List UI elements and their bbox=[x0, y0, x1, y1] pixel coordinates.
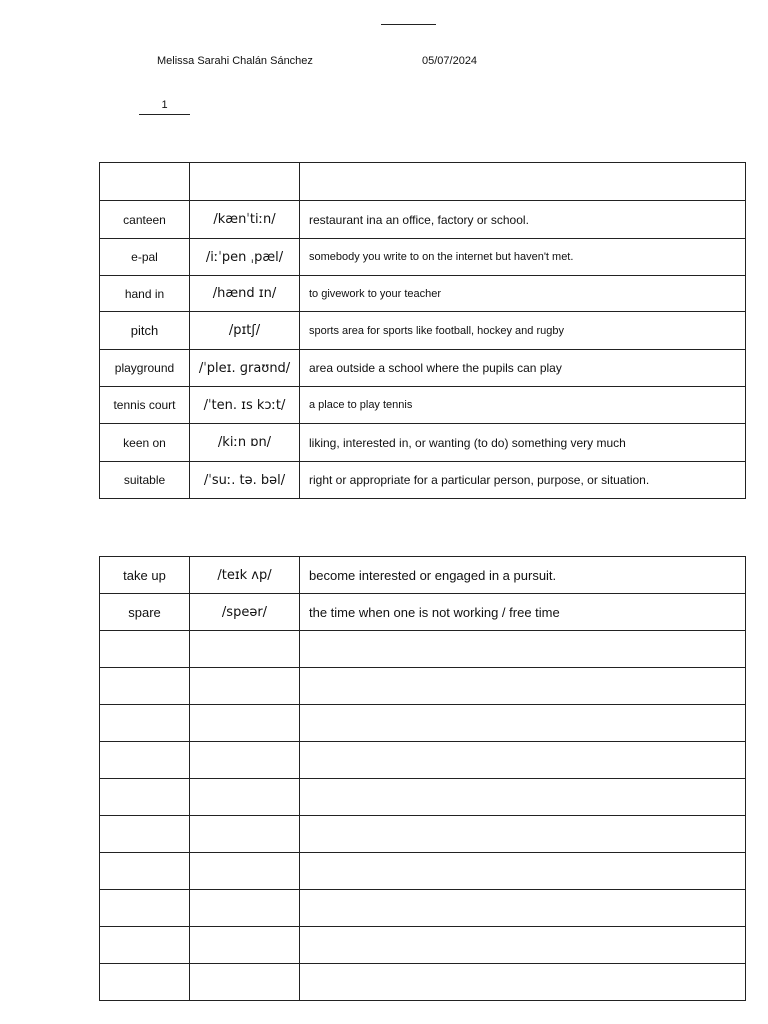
ipa-cell bbox=[190, 779, 300, 816]
table-row-empty bbox=[100, 779, 746, 816]
table-row-empty bbox=[100, 853, 746, 890]
table-row bbox=[100, 462, 746, 499]
table-row bbox=[100, 312, 746, 350]
student-name: Melissa Sarahi Chalán Sánchez bbox=[157, 55, 313, 67]
definition-cell: somebody you write to on the internet but haven't met. bbox=[300, 239, 746, 276]
word-cell bbox=[100, 779, 190, 816]
definition-cell bbox=[300, 816, 746, 853]
definition-cell bbox=[300, 631, 746, 668]
ipa-cell bbox=[190, 964, 300, 1001]
table-row-empty bbox=[100, 964, 746, 1001]
word-cell: e-pal bbox=[100, 239, 190, 276]
definition-cell bbox=[300, 163, 746, 201]
ipa-cell bbox=[190, 631, 300, 668]
table-row bbox=[100, 424, 746, 462]
ipa-cell: /ˈpleɪ. ɡraʊnd/ bbox=[190, 350, 300, 387]
word-cell: spare bbox=[100, 594, 190, 631]
word-cell bbox=[100, 816, 190, 853]
ipa-cell bbox=[190, 163, 300, 201]
definition-cell bbox=[300, 890, 746, 927]
word-cell: tennis court bbox=[100, 387, 190, 424]
table-row bbox=[100, 594, 746, 631]
definition-cell: become interested or engaged in a pursuit. bbox=[300, 557, 746, 594]
word-cell bbox=[100, 163, 190, 201]
definition-cell: sports area for sports like football, hockey and rugby bbox=[300, 312, 746, 350]
definition-cell bbox=[300, 779, 746, 816]
ipa-cell bbox=[190, 853, 300, 890]
definition-cell: to givework to your teacher bbox=[300, 276, 746, 312]
definition-cell bbox=[300, 927, 746, 964]
word-cell bbox=[100, 631, 190, 668]
word-cell bbox=[100, 890, 190, 927]
word-cell bbox=[100, 705, 190, 742]
definition-cell: liking, interested in, or wanting (to do) something very much bbox=[300, 424, 746, 462]
table-row-empty bbox=[100, 668, 746, 705]
table-row-empty bbox=[100, 742, 746, 779]
ipa-cell bbox=[190, 705, 300, 742]
ipa-cell bbox=[190, 816, 300, 853]
word-cell bbox=[100, 964, 190, 1001]
word-cell: canteen bbox=[100, 201, 190, 239]
table-row bbox=[100, 239, 746, 276]
definition-cell bbox=[300, 668, 746, 705]
ipa-cell: /pɪtʃ/ bbox=[190, 312, 300, 350]
table-row-empty bbox=[100, 890, 746, 927]
word-cell bbox=[100, 927, 190, 964]
table-row-empty bbox=[100, 927, 746, 964]
ipa-cell bbox=[190, 742, 300, 779]
word-cell bbox=[100, 853, 190, 890]
table-row bbox=[100, 276, 746, 312]
table-row-empty bbox=[100, 631, 746, 668]
table-row-empty bbox=[100, 816, 746, 853]
word-cell: suitable bbox=[100, 462, 190, 499]
ipa-cell bbox=[190, 927, 300, 964]
ipa-cell: /teɪk ʌp/ bbox=[190, 557, 300, 594]
date: 05/07/2024 bbox=[422, 55, 478, 67]
ipa-cell bbox=[190, 668, 300, 705]
word-cell: hand in bbox=[100, 276, 190, 312]
definition-cell: a place to play tennis bbox=[300, 387, 746, 424]
ipa-cell: /kænˈtiːn/ bbox=[190, 201, 300, 239]
vocabulary-table-2 bbox=[99, 556, 746, 1001]
word-cell: keen on bbox=[100, 424, 190, 462]
ipa-cell: /ˈsuː. tə. bəl/ bbox=[190, 462, 300, 499]
table-row bbox=[100, 557, 746, 594]
word-cell: take up bbox=[100, 557, 190, 594]
word-cell bbox=[100, 668, 190, 705]
vocabulary-table-1 bbox=[99, 162, 746, 499]
definition-cell: area outside a school where the pupils can play bbox=[300, 350, 746, 387]
table-row bbox=[100, 387, 746, 424]
page-number: 1 bbox=[139, 99, 190, 115]
definition-cell: restaurant ina an office, factory or school. bbox=[300, 201, 746, 239]
word-cell bbox=[100, 742, 190, 779]
ipa-cell: /kiːn ɒn/ bbox=[190, 424, 300, 462]
ipa-cell: /speər/ bbox=[190, 594, 300, 631]
definition-cell bbox=[300, 742, 746, 779]
word-cell: pitch bbox=[100, 312, 190, 350]
table-row-empty bbox=[100, 705, 746, 742]
ipa-cell bbox=[190, 890, 300, 927]
definition-cell bbox=[300, 853, 746, 890]
title-underline bbox=[381, 24, 436, 25]
table-row bbox=[100, 163, 746, 201]
ipa-cell: /hænd ɪn/ bbox=[190, 276, 300, 312]
definition-cell bbox=[300, 964, 746, 1001]
word-cell: playground bbox=[100, 350, 190, 387]
definition-cell bbox=[300, 705, 746, 742]
table-row bbox=[100, 350, 746, 387]
definition-cell: the time when one is not working / free time bbox=[300, 594, 746, 631]
ipa-cell: /iːˈpen ˌpæl/ bbox=[190, 239, 300, 276]
table-row bbox=[100, 201, 746, 239]
definition-cell: right or appropriate for a particular person, purpose, or situation. bbox=[300, 462, 746, 499]
ipa-cell: /ˈten. ɪs kɔːt/ bbox=[190, 387, 300, 424]
